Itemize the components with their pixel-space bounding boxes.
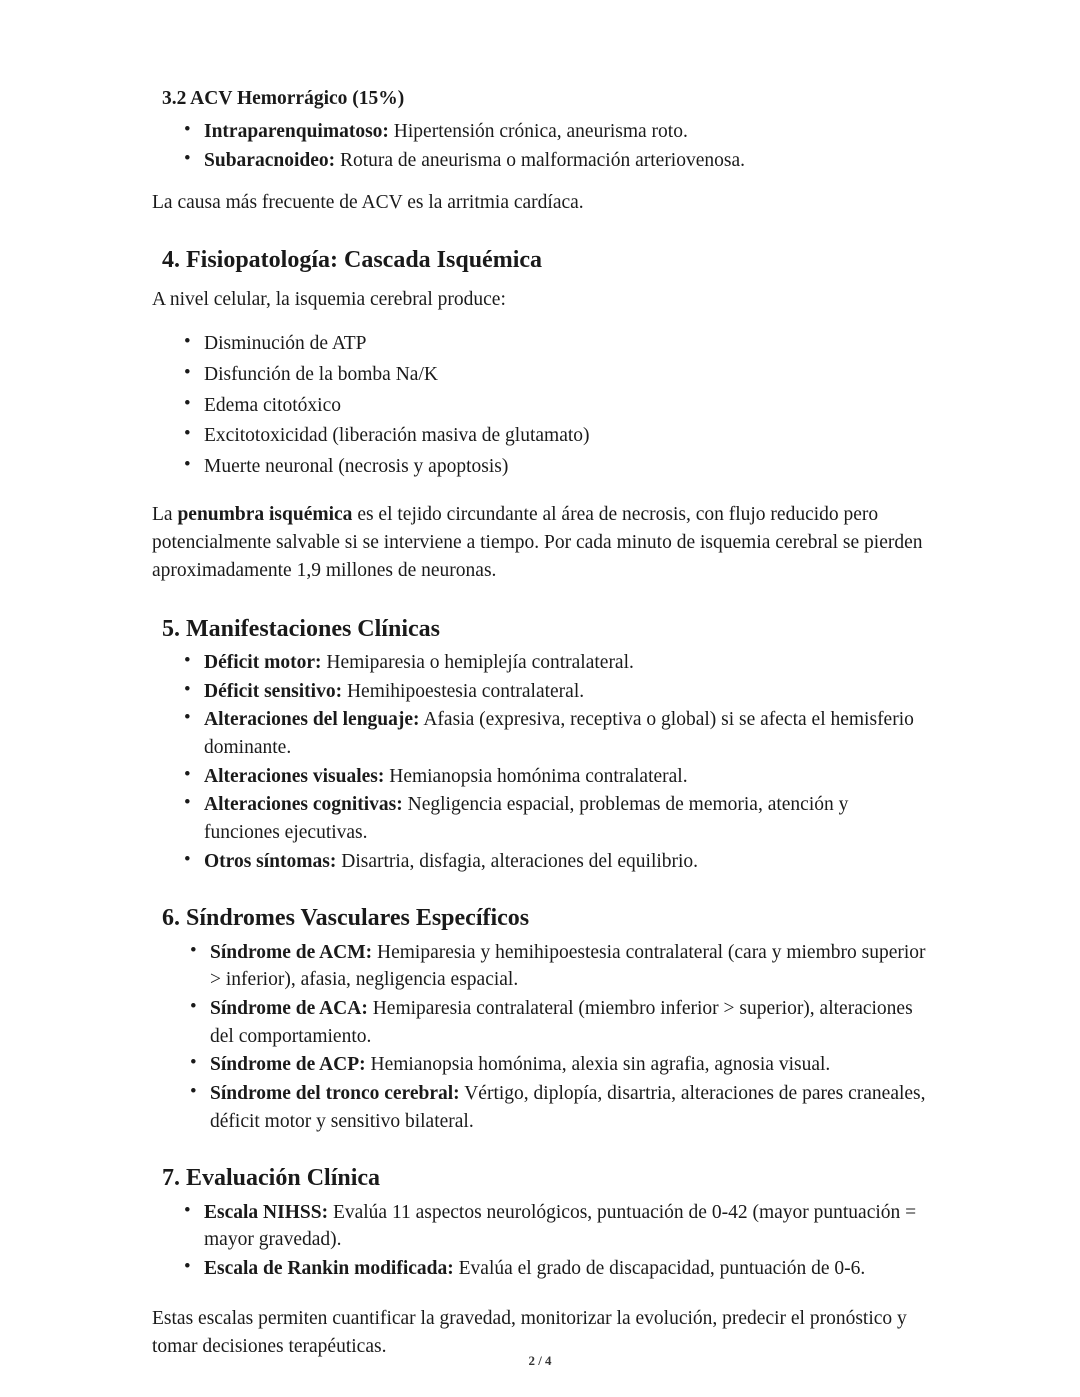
list-item bbox=[152, 147, 928, 175]
section-heading-hemorragico: 3.2 ACV Hemorrágico (15%) bbox=[162, 88, 405, 109]
list-item bbox=[152, 678, 928, 706]
list-item-text: Negligencia espacial, problemas de memoria, atención y funciones ejecutivas. bbox=[204, 794, 849, 843]
list-item: • Edema citotóxico bbox=[152, 392, 928, 420]
list-item-text: Hemiparesia contralateral (miembro inferior > superior), alteraciones del comportamiento. bbox=[210, 997, 913, 1047]
list-item-term: Síndrome de ACM: bbox=[210, 941, 373, 963]
paragraph-penumbra bbox=[152, 501, 928, 586]
list-item: • Disminución de ATP bbox=[152, 330, 928, 358]
list-evaluacion bbox=[152, 1199, 928, 1283]
list-item bbox=[152, 1051, 928, 1079]
list-item: • Disfunción de la bomba Na/K bbox=[152, 361, 928, 389]
list-item-text: Afasia (expresiva, receptiva o global) si se afecta el hemisferio dominante. bbox=[204, 709, 914, 758]
list-item-term: Alteraciones cognitivas: bbox=[204, 794, 403, 816]
list-item-term: Síndrome de ACP: bbox=[210, 1054, 366, 1076]
list-item bbox=[152, 763, 928, 791]
list-item-text: Hemianopsia homónima, alexia sin agrafia, agnosia visual. bbox=[365, 1054, 831, 1076]
list-item bbox=[152, 1080, 928, 1135]
list-item-term: Escala NIHSS: bbox=[204, 1201, 329, 1223]
section-heading-evaluacion: 7. Evaluación Clínica bbox=[162, 1165, 381, 1192]
list-item-term: Alteraciones del lenguaje: bbox=[204, 709, 420, 731]
list-item bbox=[152, 118, 928, 146]
penumbra-post: es el tejido circundante al área de necrosis, con flujo reducido pero potencialmente salvable si se interviene a tiempo. Por cada minuto de isquemia cerebral se pierden aproximadamente 1,9 millones de neuronas. bbox=[152, 503, 923, 582]
list-item bbox=[152, 1255, 928, 1283]
list-item bbox=[152, 649, 928, 677]
list-item-text: Hemianopsia homónima contralateral. bbox=[384, 765, 688, 787]
list-item-term: Escala de Rankin modificada: bbox=[204, 1257, 454, 1279]
list-item-text: Vértigo, diplopía, disartria, alteraciones de pares craneales, déficit motor y sensitivo bilateral. bbox=[210, 1082, 926, 1132]
list-item-term: Otros síntomas: bbox=[204, 850, 337, 872]
list-item bbox=[152, 1199, 928, 1254]
list-item bbox=[152, 939, 928, 994]
list-item: • Excitotoxicidad (liberación masiva de glutamato) bbox=[152, 422, 928, 450]
list-item: • Muerte neuronal (necrosis y apoptosis) bbox=[152, 453, 928, 481]
document-body bbox=[152, 86, 928, 1361]
list-item-text: Evalúa el grado de discapacidad, puntuación de 0-6. bbox=[453, 1257, 866, 1279]
list-item-text: Hemihipoestesia contralateral. bbox=[342, 680, 585, 702]
penumbra-pre: La bbox=[152, 503, 178, 525]
section-heading-sindromes: 6. Síndromes Vasculares Específicos bbox=[162, 905, 530, 932]
list-item-term: Déficit motor: bbox=[204, 651, 322, 673]
list-item bbox=[152, 706, 928, 761]
list-item bbox=[152, 848, 928, 876]
list-item bbox=[152, 995, 928, 1050]
paragraph-causa-frecuente: La causa más frecuente de ACV es la arritmia cardíaca. bbox=[152, 191, 584, 213]
list-item-term: Alteraciones visuales: bbox=[204, 765, 385, 787]
list-item-term: Síndrome de ACA: bbox=[210, 997, 368, 1019]
list-item-text: Hemiparesia y hemihipoestesia contralateral (cara y miembro superior > inferior), afasia, negligencia espacial. bbox=[210, 941, 926, 991]
penumbra-term: penumbra isquémica bbox=[177, 503, 353, 525]
list-item-term: Síndrome del tronco cerebral: bbox=[210, 1082, 460, 1104]
section-heading-fisiopatologia: 4. Fisiopatología: Cascada Isquémica bbox=[162, 246, 543, 273]
list-item-term: Déficit sensitivo: bbox=[204, 680, 343, 702]
list-sindromes bbox=[152, 939, 928, 1136]
list-item-text: Disartria, disfagia, alteraciones del equilibrio. bbox=[336, 850, 699, 872]
list-item-term: Intraparenquimatoso: bbox=[204, 121, 389, 143]
paragraph-cierre: Estas escalas permiten cuantificar la gravedad, monitorizar la evolución, predecir el pronóstico y tomar decisiones terapéuticas. bbox=[152, 1307, 907, 1357]
section-heading-manifestaciones: 5. Manifestaciones Clínicas bbox=[162, 615, 440, 642]
list-fisiopatologia bbox=[152, 330, 928, 480]
list-item-term: Subaracnoideo: bbox=[204, 150, 336, 171]
list-item-text: Hipertensión crónica, aneurisma roto. bbox=[388, 121, 688, 143]
list-manifestaciones bbox=[152, 649, 928, 876]
page-number: 2 / 4 bbox=[528, 1353, 552, 1368]
list-hemorragico bbox=[152, 118, 928, 174]
list-item bbox=[152, 791, 928, 846]
paragraph-fisiopatologia-intro: A nivel celular, la isquemia cerebral produce: bbox=[152, 289, 506, 311]
list-item-text: Rotura de aneurisma o malformación arteriovenosa. bbox=[335, 150, 745, 171]
list-item-text: Hemiparesia o hemiplejía contralateral. bbox=[321, 651, 634, 673]
list-item-text: Evalúa 11 aspectos neurológicos, puntuación de 0-42 (mayor puntuación = mayor gravedad). bbox=[204, 1201, 917, 1251]
